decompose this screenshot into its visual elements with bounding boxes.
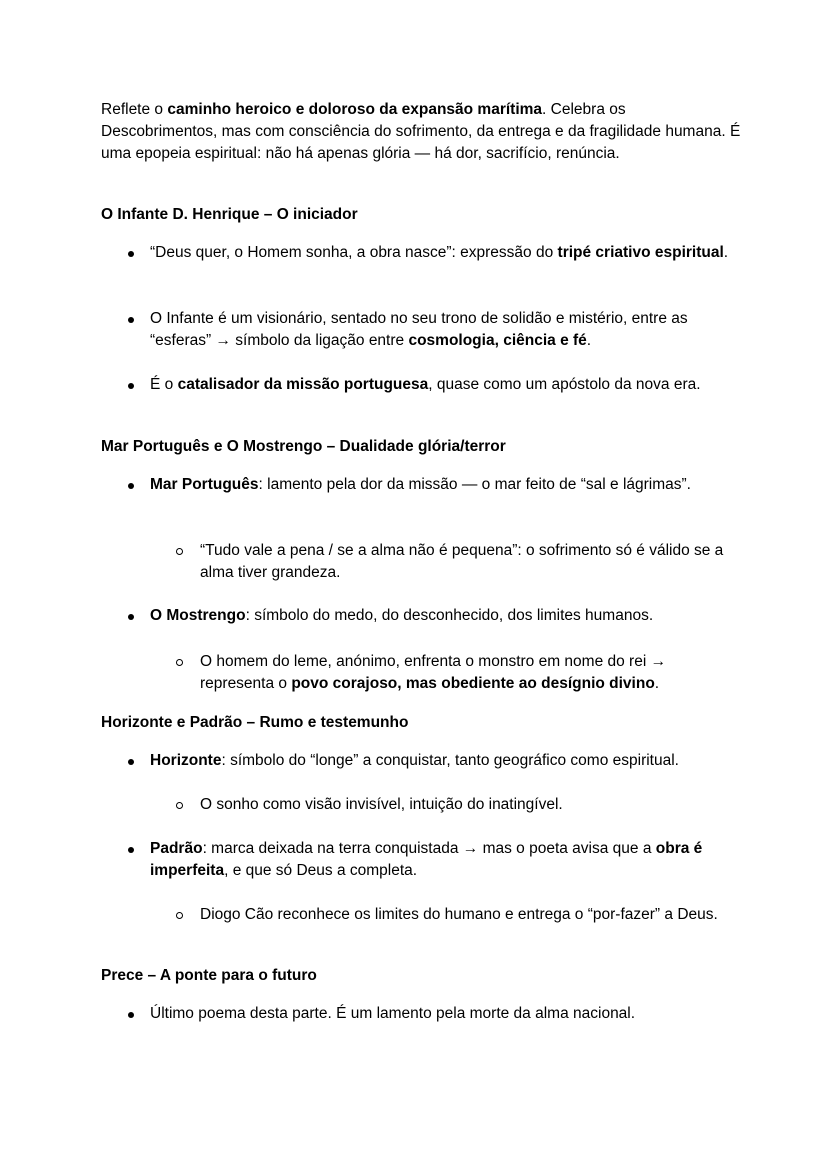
intro-text: Reflete o [101, 101, 168, 118]
sub-list-item: Diogo Cão reconhece os limites do humano e entrega o “por-fazer” a Deus. [200, 906, 718, 923]
intro-paragraph [101, 99, 741, 165]
hollow-bullet-icon [176, 548, 183, 555]
sub-list-item: O sonho como visão invisível, intuição do inatingível. [200, 796, 563, 813]
bullet-icon [128, 317, 134, 323]
bullet-icon [128, 483, 134, 489]
section-heading-infante: O Infante D. Henrique – O iniciador [101, 206, 358, 223]
sub-list-item: O homem do leme, anónimo, enfrenta o monstro em nome do rei → representa o povo corajoso, mas obediente ao desígnio divino. [200, 653, 667, 692]
hollow-bullet-icon [176, 912, 183, 919]
intro-bold: caminho heroico e doloroso da expansão marítima [167, 101, 543, 118]
section-heading-prece: Prece – A ponte para o futuro [101, 967, 317, 984]
section-heading-mar-portugues: Mar Português e O Mostrengo – Dualidade glória/terror [101, 438, 506, 455]
sub-list-item: “Tudo vale a pena / se a alma não é pequena”: o sofrimento só é válido se a alma tiver grandeza. [200, 542, 724, 581]
list-item: Horizonte: símbolo do “longe” a conquistar, tanto geográfico como espiritual. [150, 752, 679, 769]
intro-text-rest: . Celebra os Descobrimentos, mas com consciência do sofrimento, da entrega e da fragilidade humana. É uma epopeia espiritual: não há apenas glória — há dor, sacrifício, renúncia. [101, 101, 741, 162]
hollow-bullet-icon [176, 802, 183, 809]
list-item: É o catalisador da missão portuguesa, quase como um apóstolo da nova era. [150, 376, 701, 393]
list-item: Último poema desta parte. É um lamento pela morte da alma nacional. [150, 1005, 636, 1022]
bullet-icon [128, 759, 134, 765]
bullet-icon [128, 1012, 134, 1018]
list-item: Padrão: marca deixada na terra conquistada → mas o poeta avisa que a obra é imperfeita, e que só Deus a completa. [150, 840, 703, 879]
section-heading-horizonte: Horizonte e Padrão – Rumo e testemunho [101, 714, 409, 731]
bullet-icon [128, 383, 134, 389]
list-item: Mar Português: lamento pela dor da missão — o mar feito de “sal e lágrimas”. [150, 476, 691, 493]
list-item: “Deus quer, o Homem sonha, a obra nasce”: expressão do tripé criativo espiritual. [150, 244, 729, 261]
bullet-icon [128, 614, 134, 620]
bullet-icon [128, 251, 134, 257]
list-item: O Infante é um visionário, sentado no seu trono de solidão e mistério, entre as “esferas” → símbolo da ligação entre cosmologia, ciência e fé. [150, 310, 688, 349]
list-item: O Mostrengo: símbolo do medo, do desconhecido, dos limites humanos. [150, 607, 654, 624]
hollow-bullet-icon [176, 659, 183, 666]
bullet-icon [128, 847, 134, 853]
